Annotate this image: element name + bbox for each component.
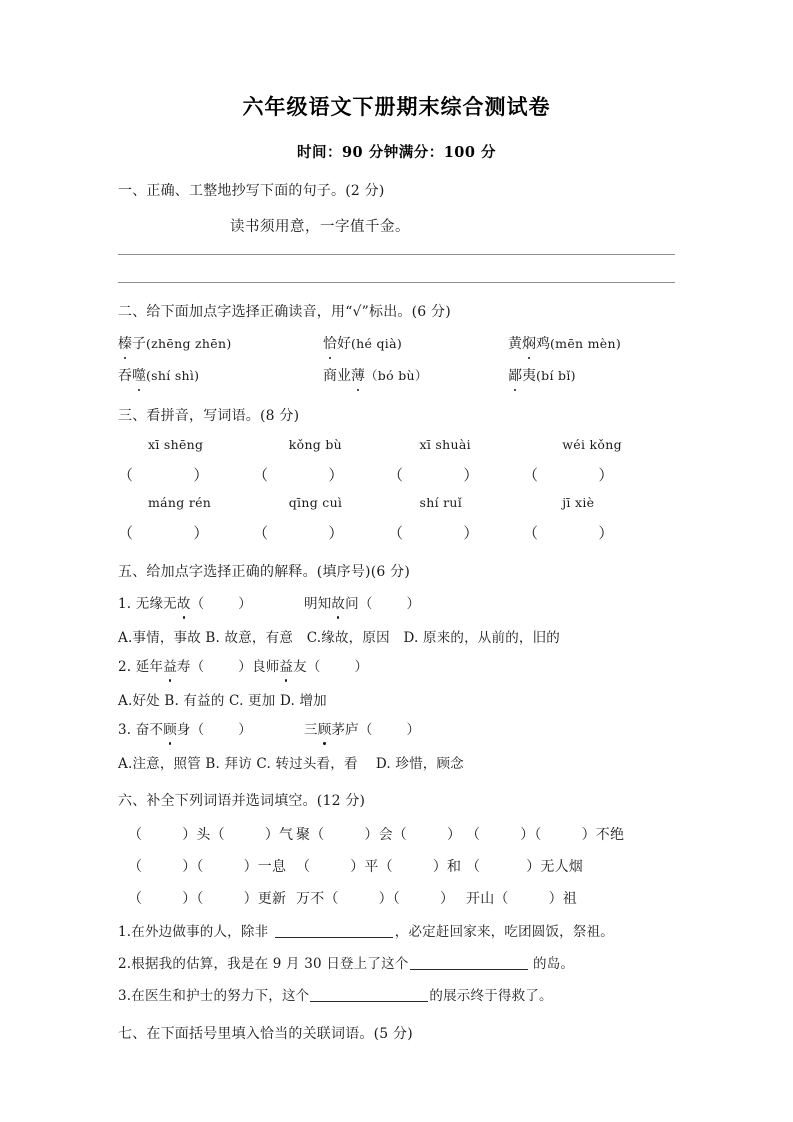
answer-bracket[interactable]: （ ） <box>118 466 209 485</box>
pinyin-label: jī xiè <box>562 495 595 511</box>
sentence-after: 的岛。 <box>533 956 575 973</box>
answer-bracket[interactable]: （ ） <box>190 596 252 613</box>
phonetic-item[interactable]: 恰好(hé qià) <box>323 334 508 355</box>
pinyin-label: qīng cuì <box>288 495 343 511</box>
section-5-options-3: A.注意，照管 B. 拜访 C. 转过头看，看 D. 珍惜，顾念 <box>118 756 464 773</box>
writing-line[interactable] <box>118 254 675 255</box>
section-5-item-2 <box>118 657 675 678</box>
answer-bracket[interactable]: （ ） <box>358 722 421 739</box>
idiom-blank-group[interactable]: （ ）头（ ）气 <box>128 827 294 844</box>
phonetic-item[interactable]: 黄焖鸡(mēn mèn) <box>508 334 621 355</box>
sentence-before: 根据我的估算，我是在 9 月 30 日登上了这个 <box>131 956 409 973</box>
pinyin-label: xī shēng <box>148 437 204 453</box>
section-6-fill-2 <box>118 952 675 972</box>
idiom-phrase: 三顾茅庐 <box>304 722 359 738</box>
paper-subtitle: 时间：90 分钟满分：100 分 <box>296 144 497 162</box>
pinyin-choices: (hé qià) <box>351 336 403 352</box>
idiom-blank-group[interactable]: 聚（ ）会（ ） <box>296 827 462 844</box>
pinyin-choices: （bó bù） <box>365 368 428 384</box>
dotted-char: 焖 <box>522 334 536 355</box>
dotted-char: 薄 <box>351 366 365 387</box>
section-3-group-2 <box>118 495 675 543</box>
idiom-blank-group[interactable]: （ ）（ ）一息 <box>128 859 287 876</box>
dotted-char: 故 <box>331 594 345 615</box>
fill-blank[interactable] <box>410 955 528 970</box>
answer-bracket[interactable]: （ ） <box>388 466 479 485</box>
answer-bracket[interactable]: （ ） <box>358 596 421 613</box>
section-1-writing-lines <box>118 254 675 283</box>
answer-bracket[interactable]: （ ） <box>253 524 344 543</box>
dotted-char: 鄙 <box>508 366 522 387</box>
idiom-blank-group[interactable]: （ ）无人烟 <box>466 859 584 876</box>
dotted-char: 顾 <box>163 720 177 741</box>
phonetic-item[interactable]: 商业薄（bó bù） <box>323 366 508 387</box>
fill-blank[interactable] <box>310 987 428 1002</box>
item-number: 1. <box>118 924 132 941</box>
answer-bracket[interactable]: （ ） <box>190 722 252 739</box>
answer-bracket[interactable]: （ ） <box>253 466 344 485</box>
sentence-before: 在医生和护士的努力下，这个 <box>131 988 310 1005</box>
section-5-options-2: A.好处 B. 有益的 C. 更加 D. 增加 <box>118 693 327 710</box>
dotted-char: 益 <box>163 657 177 678</box>
dotted-char: 榛 <box>118 334 132 355</box>
dotted-char: 顾 <box>318 720 332 741</box>
section-6-fill-1 <box>118 920 675 940</box>
idiom-blank-group[interactable]: 万不（ ）（ ） <box>296 891 455 908</box>
section-1-sentence: 读书须用意，一字值千金。 <box>230 219 410 236</box>
section-3-heading: 三、看拼音，写词语。(8 分) <box>118 408 300 425</box>
idiom-phrase: 明知故问 <box>304 596 359 612</box>
dotted-char: 故 <box>177 594 191 615</box>
sentence-after: ，必定赶回家来，吃团圆饭，祭祖。 <box>394 924 614 941</box>
sentence-before: 在外边做事的人，除非 <box>131 924 269 941</box>
section-7-heading: 七、在下面括号里填入恰当的关联词语。(5 分) <box>118 1026 413 1043</box>
phonetic-item[interactable]: 榛子(zhēng zhēn) <box>118 334 323 355</box>
section-5-item-1 <box>118 594 675 615</box>
pinyin-label: xī shuài <box>419 437 471 453</box>
idiom-row <box>118 856 675 876</box>
section-2-row <box>118 366 675 387</box>
idiom-phrase: 良师益友 <box>252 659 307 675</box>
sentence-after: 的展示终于得救了。 <box>429 988 553 1005</box>
pinyin-choices: (bí bǐ) <box>536 368 576 384</box>
idiom-phrase: 延年益寿 <box>136 659 191 675</box>
answer-bracket[interactable]: （ ） <box>190 659 252 676</box>
answer-bracket[interactable]: （ ） <box>523 524 614 543</box>
pinyin-choices: (zhēng zhēn) <box>146 336 232 352</box>
dotted-char: 益 <box>279 657 293 678</box>
idiom-phrase: 奋不顾身 <box>136 722 191 738</box>
dotted-char: 噬 <box>132 366 146 387</box>
idiom-blank-group[interactable]: （ ）平（ ）和 <box>296 859 462 876</box>
answer-bracket[interactable]: （ ） <box>306 659 369 676</box>
pinyin-row <box>118 437 675 452</box>
section-6-heading: 六、补全下列词语并选词填空。(12 分) <box>118 793 366 810</box>
idiom-blank-group[interactable]: （ ）（ ）不绝 <box>466 827 625 844</box>
pinyin-choices: (mēn mèn) <box>550 336 622 352</box>
fill-blank[interactable] <box>275 923 393 938</box>
idiom-blank-group[interactable]: （ ）（ ）更新 <box>128 891 287 908</box>
idiom-blank-group[interactable]: 开山（ ）祖 <box>466 891 578 908</box>
section-5-item-3 <box>118 720 675 741</box>
pinyin-choices: (shí shì) <box>146 368 200 384</box>
item-number: 2. <box>118 659 132 676</box>
pinyin-label: máng rén <box>148 495 212 511</box>
dotted-char: 恰 <box>323 334 337 355</box>
section-6-fill-3 <box>118 984 675 1004</box>
page-title: 六年级语文下册期末综合测试卷 <box>242 94 551 119</box>
pinyin-label: kǒng bù <box>288 437 343 453</box>
section-2-heading: 二、给下面加点字选择正确读音，用“√”标出。(6 分) <box>118 304 451 321</box>
section-1-heading: 一、正确、工整地抄写下面的句子。(2 分) <box>118 183 385 200</box>
pinyin-label: wéi kǒng <box>562 437 622 453</box>
phonetic-item[interactable]: 吞噬(shí shì) <box>118 366 323 387</box>
answer-bracket[interactable]: （ ） <box>523 466 614 485</box>
item-number: 2. <box>118 956 132 973</box>
item-number: 3. <box>118 988 132 1005</box>
answer-bracket[interactable]: （ ） <box>388 524 479 543</box>
answer-bracket[interactable]: （ ） <box>118 524 209 543</box>
item-number: 3. <box>118 722 132 739</box>
pinyin-row <box>118 495 675 510</box>
pinyin-label: shí ruǐ <box>419 495 463 511</box>
phonetic-item[interactable]: 鄙夷(bí bǐ) <box>508 366 576 387</box>
section-2-row <box>118 334 675 355</box>
answer-row <box>118 464 675 485</box>
idiom-row <box>118 824 675 844</box>
answer-row <box>118 522 675 543</box>
idiom-phrase: 无缘无故 <box>136 596 191 612</box>
section-5-options-1: A.事情，事故 B. 故意，有意 C.缘故，原因 D. 原来的，从前的，旧的 <box>118 630 560 647</box>
item-number: 1. <box>118 596 132 613</box>
idiom-row <box>118 888 675 908</box>
section-5-heading: 五、给加点字选择正确的解释。(填序号)(6 分) <box>118 564 411 581</box>
section-3-group-1 <box>118 437 675 485</box>
writing-line[interactable] <box>118 282 675 283</box>
